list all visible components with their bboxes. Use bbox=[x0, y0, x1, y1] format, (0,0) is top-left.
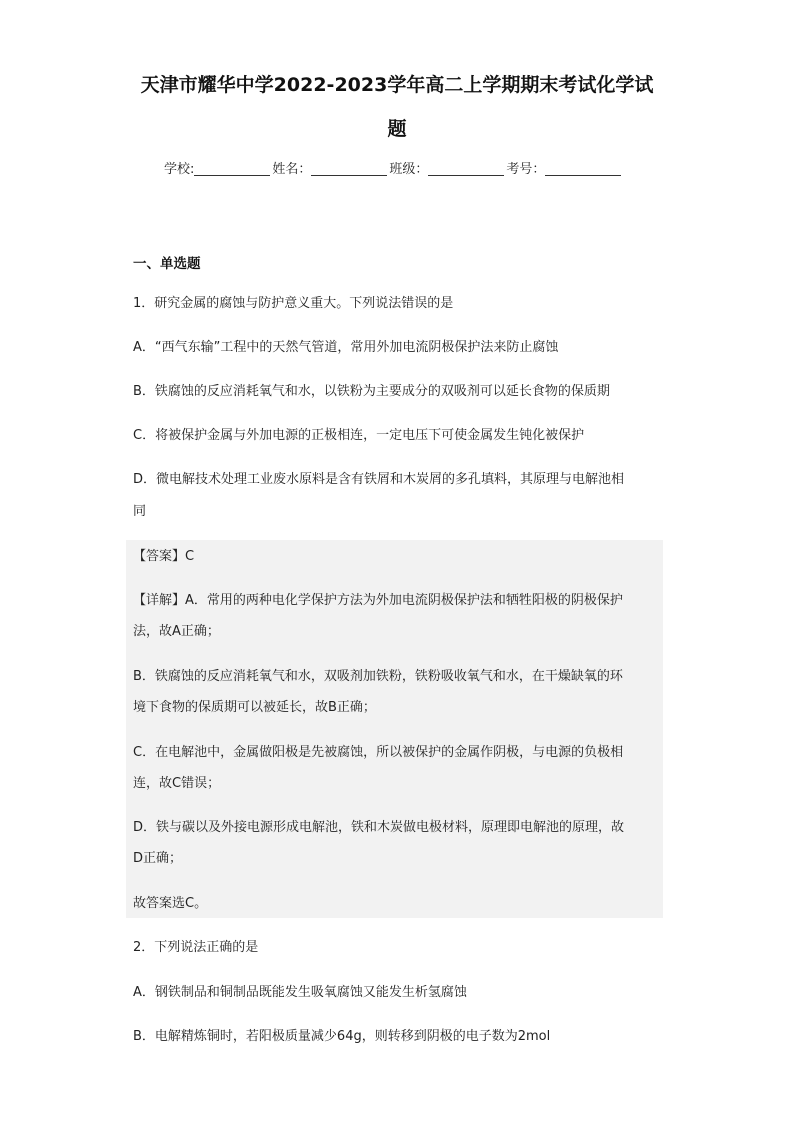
q2-option-a: A．钢铁制品和铜制品既能发生吸氧腐蚀又能发生析氢腐蚀 bbox=[133, 985, 467, 1000]
q1-stem: 1．研究金属的腐蚀与防护意义重大。下列说法错误的是 bbox=[133, 296, 454, 311]
q1-option-d-line1: D．微电解技术处理工业废水原料是含有铁屑和木炭屑的多孔填料，其原理与电解池相 bbox=[133, 472, 625, 487]
q1-detail-b-line1: B．铁腐蚀的反应消耗氧气和水，双吸剂加铁粉，铁粉吸收氧气和水，在干燥缺氧的环 bbox=[133, 669, 623, 684]
q1-option-c: C．将被保护金属与外加电源的正极相连，一定电压下可使金属发生钝化被保护 bbox=[133, 428, 585, 443]
class-blank[interactable] bbox=[428, 162, 504, 176]
name-label: 姓名： bbox=[272, 162, 312, 177]
school-label: 学校: bbox=[164, 162, 195, 177]
q1-detail-a-line2: 法，故A正确； bbox=[133, 624, 220, 639]
q1-detail-d-line2: D正确； bbox=[133, 851, 183, 866]
q1-conclusion: 故答案选C。 bbox=[133, 896, 208, 911]
student-info-row bbox=[164, 158, 623, 177]
q1-answer: 【答案】C bbox=[133, 549, 195, 564]
name-blank[interactable] bbox=[311, 162, 387, 176]
number-blank[interactable] bbox=[545, 162, 621, 176]
q1-option-d-line2: 同 bbox=[133, 504, 147, 519]
q1-option-a: A．“西气东输”工程中的天然气管道，常用外加电流阴极保护法来防止腐蚀 bbox=[133, 340, 559, 355]
section-heading: 一、单选题 bbox=[133, 256, 201, 272]
q1-detail-a-line1: 【详解】A．常用的两种电化学保护方法为外加电流阴极保护法和牺牲阳极的阴极保护 bbox=[133, 593, 623, 608]
doc-title-line2: 题 bbox=[387, 118, 407, 140]
q1-detail-c-line1: C．在电解池中，金属做阳极是先被腐蚀，所以被保护的金属作阴极，与电源的负极相 bbox=[133, 745, 624, 760]
school-blank[interactable] bbox=[194, 162, 270, 176]
q2-option-b: B．电解精炼铜时，若阳极质量减少64g，则转移到阴极的电子数为2mol bbox=[133, 1029, 551, 1044]
q1-option-b: B．铁腐蚀的反应消耗氧气和水，以铁粉为主要成分的双吸剂可以延长食物的保质期 bbox=[133, 384, 610, 399]
doc-title-line1: 天津市耀华中学2022-2023学年高二上学期期末考试化学试 bbox=[140, 74, 654, 96]
q1-detail-b-line2: 境下食物的保质期可以被延长，故B正确； bbox=[133, 700, 376, 715]
q2-stem: 2．下列说法正确的是 bbox=[133, 940, 259, 955]
number-label: 考号： bbox=[506, 162, 546, 177]
class-label: 班级： bbox=[389, 162, 429, 177]
q1-detail-c-line2: 连，故C错误； bbox=[133, 776, 221, 791]
q1-detail-d-line1: D．铁与碳以及外接电源形成电解池，铁和木炭做电极材料，原理即电解池的原理，故 bbox=[133, 820, 625, 835]
